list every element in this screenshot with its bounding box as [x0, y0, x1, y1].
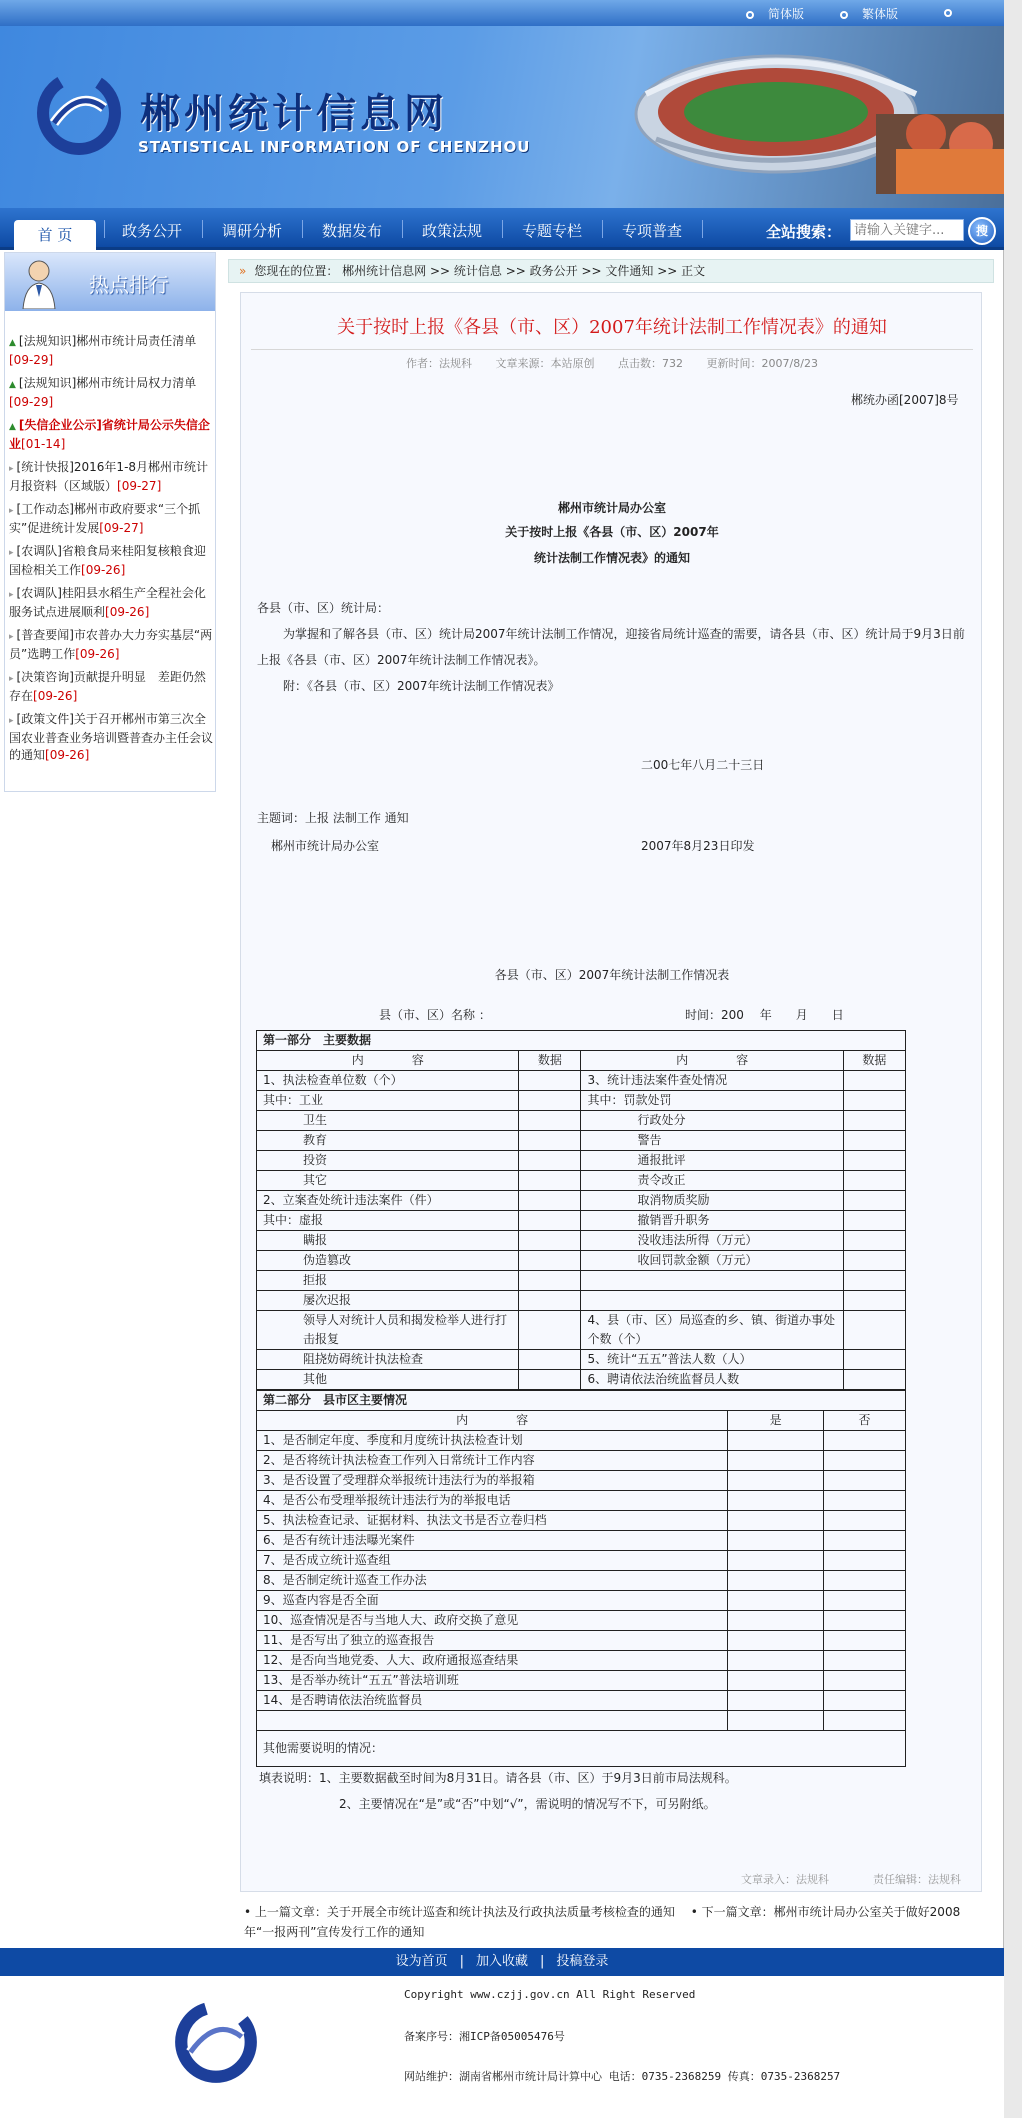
table-section: 第二部分 县市区主要情况 [257, 1391, 906, 1411]
arrow-icon: ▲ [9, 422, 16, 432]
table-row: 其中：虚报 撤销晋升职务 [257, 1211, 906, 1231]
divider [251, 349, 973, 350]
table-row: 5、执法检查记录、证据材料、执法文书是否立卷归档 [257, 1511, 906, 1531]
table-section: 第一部分 主要数据 [257, 1031, 906, 1051]
top-strip [0, 0, 1004, 26]
table-row: 14、是否聘请依法治统监督员 [257, 1691, 906, 1711]
doc-number: 郴统办函[2007]8号 [851, 393, 959, 407]
set-homepage-link[interactable]: 设为首页 [395, 1954, 448, 1969]
nav-item-special[interactable]: 专题专栏 [522, 222, 583, 240]
nav-item-gov[interactable]: 政务公开 [122, 222, 183, 240]
table-row: 其他 6、聘请依法治统监督员人数 [257, 1370, 906, 1390]
article-title: 关于按时上报《各县（市、区）2007年统计法制工作情况表》的通知 [337, 317, 887, 338]
table-row: 卫生 行政处分 [257, 1111, 906, 1131]
arrow-icon: ▸ [9, 674, 14, 684]
table-row: 投资 通报批评 [257, 1151, 906, 1171]
maintainer: 网站维护：湖南省郴州市统计局计算中心 电话：0735-2368259 传真：0735-2368257 [404, 2070, 841, 2083]
fill-note: 填表说明：1、主要数据截至时间为8月31日。请各县（市、区）于9月3日前市局法规科。 [259, 1771, 737, 1785]
footer [0, 1976, 1004, 2118]
breadcrumb: » 您现在的位置： 郴州统计信息网 >> 统计信息 >> 政务公开 >> 文件通知 >> 正文 [228, 259, 994, 283]
list-item[interactable]: ▲ [失信企业公示]省统计局公示失信企业[01-14] [9, 418, 210, 451]
arrow-icon: ▸ [9, 506, 14, 516]
list-item[interactable]: ▸ [政策文件]关于召开郴州市第三次全国农业普查业务培训暨普查办主任会议的通知[09-26] [9, 712, 214, 762]
list-item[interactable]: ▸ [统计快报]2016年1-8月郴州市统计月报资料（区域版）[09-27] [9, 460, 209, 493]
lang-simplified-link[interactable]: 简体版 [746, 5, 804, 22]
list-item[interactable]: ▲ [法规知识]郴州市统计局权力清单[09-29] [9, 376, 197, 409]
table-row: 2、是否将统计执法检查工作列入日常统计工作内容 [257, 1451, 906, 1471]
table-row: 1、是否制定年度、季度和月度统计执法检查计划 [257, 1431, 906, 1451]
logo-icon [34, 68, 124, 158]
subject-words: 主题词：上报 法制工作 通知 [257, 811, 409, 825]
table-row: 13、是否举办统计“五五”普法培训班 [257, 1671, 906, 1691]
prev-article-link[interactable]: 关于开展全市统计巡查和统计执法及行政执法质量考核检查的通知 [326, 1905, 675, 1919]
bullet-icon [746, 11, 754, 19]
table-row: 教育 警告 [257, 1131, 906, 1151]
list-item[interactable]: ▸ [农调队]桂阳县水稻生产全程社会化服务试点进展顺利[09-26] [9, 586, 206, 619]
nav-item-census[interactable]: 专项普查 [622, 222, 683, 240]
site-title: 郴州统计信息网 [140, 90, 448, 137]
arrow-icon: ▸ [9, 464, 14, 474]
table-header: 内 容 是 否 [257, 1411, 906, 1431]
table-row: 2、立案查处统计违法案件（件） 取消物质奖励 [257, 1191, 906, 1211]
list-item[interactable]: ▸ [农调队]省粮食局来桂阳复核粮食迎国检相关工作[09-26] [9, 544, 206, 577]
other-notes: 其他需要说明的情况： [257, 1731, 906, 1767]
table-header: 内 容 数据 内 容 数据 [257, 1051, 906, 1071]
table-row: 屡次迟报 [257, 1291, 906, 1311]
search-button[interactable]: 搜 [968, 217, 996, 245]
main-data-table [256, 1030, 906, 1390]
banner [0, 26, 1004, 208]
form-title: 各县（市、区）2007年统计法制工作情况表 [494, 968, 730, 982]
table-row: 4、是否公布受理举报统计违法行为的举报电话 [257, 1491, 906, 1511]
entry-info: 文章录入：法规科 责任编辑：法规科 [741, 1873, 961, 1886]
table-row: 6、是否有统计违法曝光案件 [257, 1531, 906, 1551]
hot-list [5, 331, 215, 768]
prev-next-nav: • 上一篇文章：关于开展全市统计巡查和统计执法及行政执法质量考核检查的通知 • 下一篇文章：郴州市统计局办公室关于做好2008年“一报两刊”宣传发行工作的通知 [244, 1905, 961, 1939]
icp-number: 备案序号：湘ICP备05005476号 [404, 2030, 565, 2043]
article [240, 292, 982, 1892]
search-input[interactable] [850, 219, 964, 241]
bullet-icon [944, 5, 966, 19]
copyright: Copyright www.czjj.gov.cn All Right Reserved [404, 1988, 696, 2001]
table-row: 阻挠妨碍统计执法检查 5、统计“五五”普法人数（人） [257, 1350, 906, 1370]
list-item[interactable]: ▸ [工作动态]郴州市政府要求“三个抓实”促进统计发展[09-27] [9, 502, 201, 535]
list-item[interactable]: ▲ [法规知识]郴州市统计局责任清单[09-29] [9, 334, 197, 367]
table-row: 瞒报 没收违法所得（万元） [257, 1231, 906, 1251]
lang-traditional-link[interactable]: 繁体版 [840, 5, 898, 22]
arrow-icon: ▲ [9, 380, 16, 390]
table-row: 7、是否成立统计巡查组 [257, 1551, 906, 1571]
submit-login-link[interactable]: 投稿登录 [556, 1954, 609, 1969]
arrow-icon: ▸ [9, 590, 14, 600]
attachment-note: 附：《各县（市、区）2007年统计法制工作情况表》 [283, 679, 560, 693]
arrow-icon: » [239, 264, 247, 278]
fill-note: 2、主要情况在“是”或“否”中划“√”，需说明的情况写不下，可另附纸。 [339, 1797, 716, 1811]
table-row: 领导人对统计人员和揭发检举人进行打击报复 4、县（市、区）局巡查的乡、镇、街道办事处个数（个） [257, 1311, 906, 1350]
nav-item-data[interactable]: 数据发布 [322, 222, 383, 240]
main-nav [0, 208, 1004, 250]
table-row: 其中：工业 其中：罚款处罚 [257, 1091, 906, 1111]
sign-date: 二00七年八月二十三日 [641, 758, 765, 772]
arrow-icon: ▲ [9, 338, 16, 348]
table-row: 11、是否写出了独立的巡查报告 [257, 1631, 906, 1651]
doc-heading: 统计法制工作情况表》的通知 [533, 551, 690, 565]
doc-heading: 关于按时上报《各县（市、区）2007年 [505, 525, 719, 539]
table-row: 8、是否制定统计巡查工作办法 [257, 1571, 906, 1591]
stadium-image [626, 34, 1004, 194]
table-row: 3、是否设置了受理群众举报统计违法行为的举报箱 [257, 1471, 906, 1491]
issue-date: 2007年8月23日印发 [641, 839, 755, 853]
table-row: 12、是否向当地党委、人大、政府通报巡查结果 [257, 1651, 906, 1671]
doc-org: 郴州市统计局办公室 [557, 501, 666, 515]
time-label: 时间：200 年 月 日 [685, 1008, 844, 1022]
salutation: 各县（市、区）统计局： [257, 601, 390, 615]
footer-links: 设为首页 | 加入收藏 | 投稿登录 [0, 1948, 1004, 1976]
county-label: 县（市、区）名称 ： [379, 1008, 491, 1022]
nav-home[interactable]: 首 页 [14, 220, 96, 250]
table-row: 拒报 [257, 1271, 906, 1291]
table-row: 10、巡查情况是否与当地人大、政府交换了意见 [257, 1611, 906, 1631]
logo-icon [170, 1996, 262, 2088]
list-item[interactable]: ▸ [普查要闻]市农普办大力夯实基层“两员”选聘工作[09-26] [9, 628, 213, 661]
arrow-icon: ▸ [9, 632, 14, 642]
table-row: 1、执法检查单位数（个） 3、统计违法案件查处情况 [257, 1071, 906, 1091]
situation-table [256, 1390, 906, 1767]
hot-ranking-header [5, 253, 215, 311]
arrow-icon: ▸ [9, 716, 14, 726]
table-row: 9、巡查内容是否全面 [257, 1591, 906, 1611]
table-row: 其它 责令改正 [257, 1171, 906, 1191]
hot-ranking-title: 热点排行 [89, 273, 169, 297]
arrow-icon: ▸ [9, 548, 14, 558]
list-item[interactable]: ▸ [决策咨询]贡献提升明显 差距仍然存在[09-26] [9, 670, 206, 703]
bullet-icon [840, 11, 848, 19]
table-row [257, 1711, 906, 1731]
nav-item-research[interactable]: 调研分析 [222, 222, 283, 240]
issuer: 郴州市统计局办公室 [271, 839, 380, 853]
next-article-link[interactable]: 郴州市统计局办公室关于做好2008年“一报两刊”宣传发行工作的通知 [244, 1905, 961, 1939]
body-paragraph: 为掌握和了解各县（市、区）统计局2007年统计法制工作情况，迎接省局统计巡查的需要，请各县（市、区）统计局于9月3日前上报《各县（市、区）2007年统计法制工作情况表》。 [257, 627, 965, 667]
person-icon [19, 257, 59, 309]
site-subtitle: STATISTICAL INFORMATION OF CHENZHOU [138, 138, 531, 156]
search-label: 全站搜索： [766, 223, 842, 241]
nav-item-policy[interactable]: 政策法规 [422, 222, 483, 240]
article-meta: 作者：法规科 文章来源：本站原创 点击数：732 更新时间：2007/8/23 [406, 357, 818, 370]
add-favorite-link[interactable]: 加入收藏 [475, 1954, 528, 1969]
hot-ranking-panel [4, 252, 216, 792]
table-row: 伪造篡改 收回罚款金额（万元） [257, 1251, 906, 1271]
